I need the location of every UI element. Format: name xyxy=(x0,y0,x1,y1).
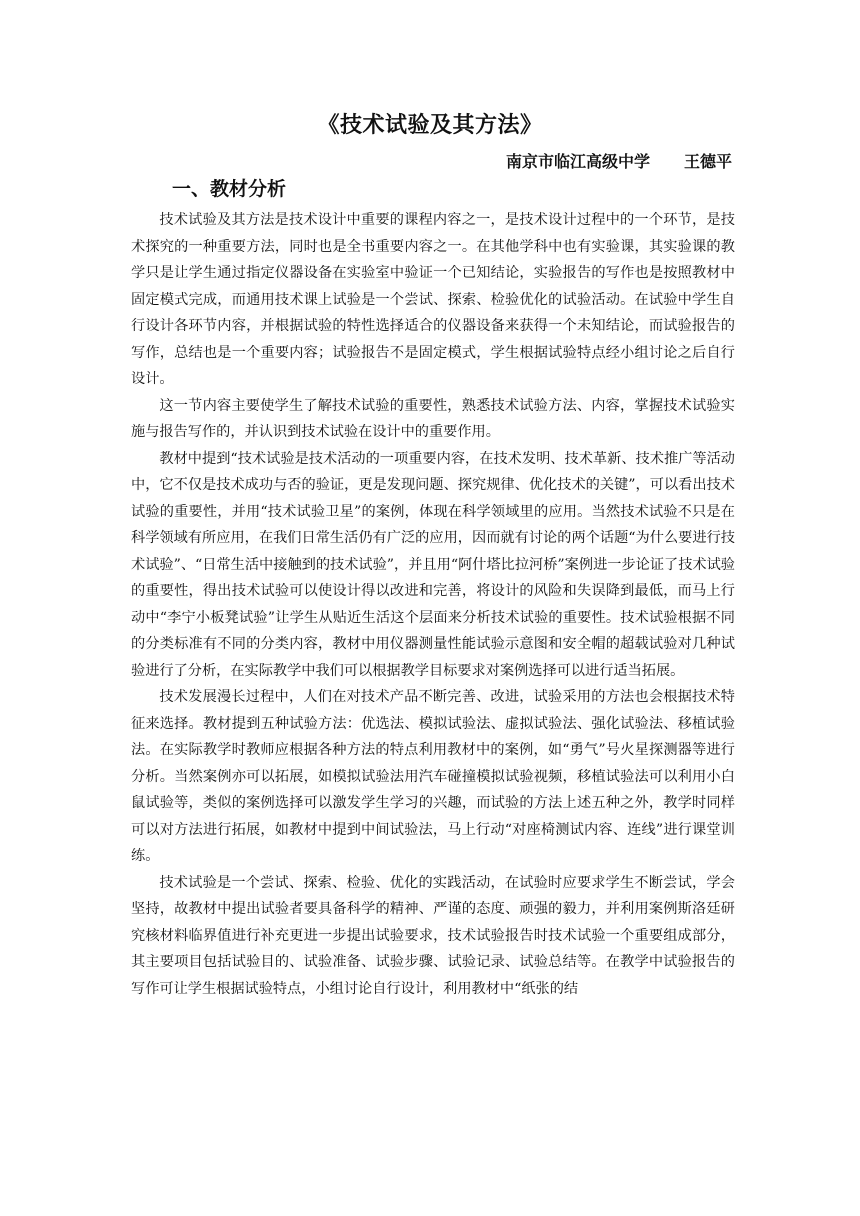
paragraph: 技术试验及其方法是技术设计中重要的课程内容之一，是技术设计过程中的一个环节，是技术探究的一种重要方法，同时也是全书重要内容之一。在其他学科中也有实验课，其实验课的教学只是让学生通过指定仪器设备在实验室中验证一个已知结论，实验报告的写作也是按照教材中固定模式完成，而通用技术课上试验是一个尝试、探索、检验优化的试验活动。在试验中学生自行设计各环节内容，并根据试验的特性选择适合的仪器设备来获得一个未知结论，而试验报告的写作，总结也是一个重要内容；试验报告不是固定模式，学生根据试验特点经小组讨论之后自行设计。 xyxy=(131,212,735,387)
body-text xyxy=(131,207,735,1002)
section-heading: 一、教材分析 xyxy=(172,178,287,200)
document-title: 《技术试验及其方法》 xyxy=(317,113,543,138)
byline xyxy=(506,150,732,174)
author-name: 王德平 xyxy=(683,152,732,171)
paragraph: 这一节内容主要使学生了解技术试验的重要性，熟悉技术试验方法、内容，掌握技术试验实施与报告写作的，并认识到技术试验在设计中的重要作用。 xyxy=(131,397,735,440)
paragraph: 教材中提到“技术试验是技术活动的一项重要内容，在技术发明、技术革新、技术推广等活动中，它不仅是技术成功与否的验证，更是发现问题、探究规律、优化技术的关键”，可以看出技术试验的重要性，并用“技术试验卫星”的案例，体现在科学领域里的应用。当然技术试验不只是在科学领域有所应用，在我们日常生活仍有广泛的应用，因而就有讨论的两个话题“为什么要进行技术试验”、“日常生活中接触到的技术试验”，并且用“阿什塔比拉河桥”案例进一步论证了技术试验的重要性，得出技术试验可以使设计得以改进和完善，将设计的风险和失误降到最低，而马上行动中“李宁小板凳试验”让学生从贴近生活这个层面来分析技术试验的重要性。技术试验根据不同的分类标准有不同的分类内容，教材中用仪器测量性能试验示意图和安全帽的超载试验对几种试验进行了分析，在实际教学中我们可以根据教学目标要求对案例选择可以进行适当拓展。 xyxy=(131,450,735,679)
paragraph: 技术试验是一个尝试、探索、检验、优化的实践活动，在试验时应要求学生不断尝试，学会坚持，故教材中提出试验者要具备科学的精神、严谨的态度、顽强的毅力，并利用案例斯洛廷研究核材料临界值进行补充更进一步提出试验要求，技术试验报告时技术试验一个重要组成部分，其主要项目包括试验目的、试验准备、试验步骤、试验记录、试验总结等。在教学中试验报告的写作可让学生根据试验特点，小组讨论自行设计，利用教材中“纸张的结 xyxy=(131,874,735,997)
paragraph: 技术发展漫长过程中，人们在对技术产品不断完善、改进，试验采用的方法也会根据技术特征来选择。教材提到五种试验方法：优选法、模拟试验法、虚拟试验法、强化试验法、移植试验法。在实际教学时教师应根据各种方法的特点利用教材中的案例，如“勇气”号火星探测器等进行分析。当然案例亦可以拓展，如模拟试验法用汽车碰撞模拟试验视频，移植试验法可以利用小白鼠试验等，类似的案例选择可以激发学生学习的兴趣，而试验的方法上述五种之外，教学时同样可以对方法进行拓展，如教材中提到中间试验法，马上行动“对座椅测试内容、连线”进行课堂训练。 xyxy=(131,689,735,864)
school-name: 南京市临江高级中学 xyxy=(505,152,650,171)
